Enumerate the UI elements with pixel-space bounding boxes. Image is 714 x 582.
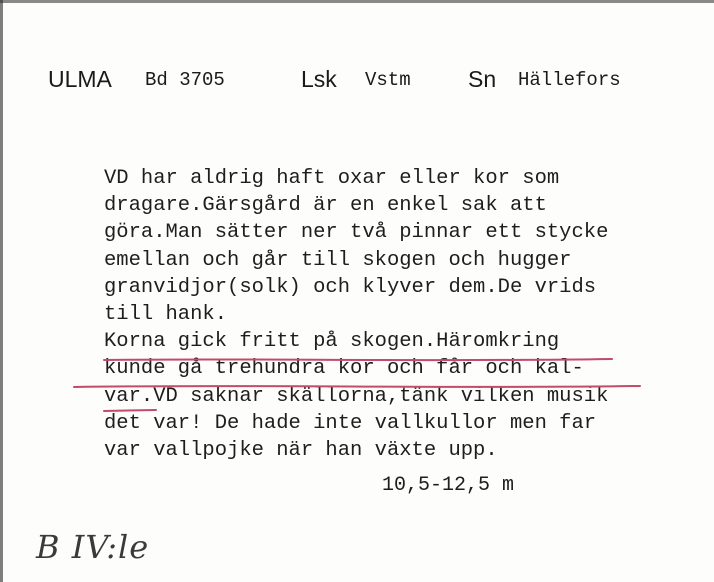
body-line-10: det var! De hade inte vallkullor men far [104,411,597,435]
parish-name: Hällefors [518,69,621,91]
body-line-7: Korna gick fritt på skogen.Häromkring [104,330,560,354]
province-label: Lsk [301,66,337,92]
card-top-edge [0,0,714,3]
archive-code: ULMA [48,66,112,92]
body-line-1: VD har aldrig haft oxar eller kor som [104,167,560,190]
body-line-6: till hank. [104,302,228,326]
card-header [48,66,688,98]
body-line-9: var.VD saknar skällorna,tänk vilken musik [104,384,609,408]
body-line-3: göra.Man sätter ner två pinnar ett stycke [104,221,609,245]
body-line-11: var vallpojke när han växte upp. [104,438,498,462]
body-line-4: emellan och går till skogen och hugger [104,248,572,272]
handwritten-note [36,520,206,575]
province-name: Vstm [365,69,411,91]
body-line-2: dragare.Gärsgård är en enkel sak att [104,194,547,218]
card-body [104,165,704,464]
handwritten-code: B IV:le [36,528,150,566]
body-line-8: kunde gå trehundra kor och får och kal- [104,357,584,381]
body-line-5: granvidjor(solk) och klyver dem.De vrids [104,275,597,299]
volume-number: Bd 3705 [145,69,225,91]
card-left-edge [0,0,3,582]
parish-label: Sn [468,66,497,92]
height-range: 10,5-12,5 m [382,474,515,497]
